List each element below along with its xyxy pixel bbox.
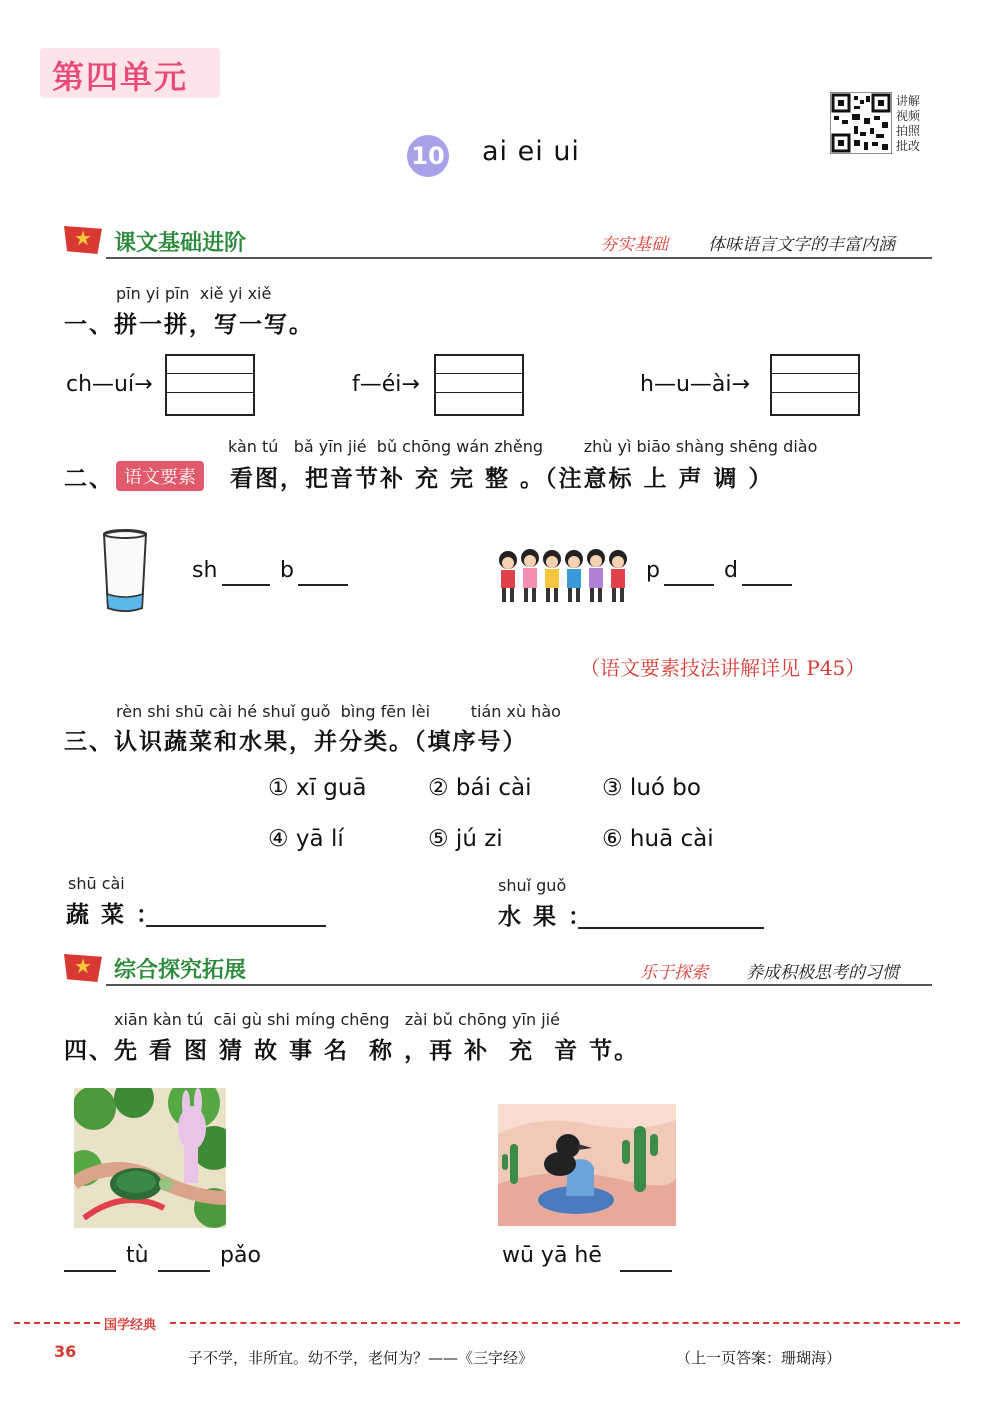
question-pinyin: pīn yi pīn xiě yi xiě xyxy=(116,284,272,303)
option-item: ① xī guā xyxy=(268,775,367,801)
star-icon: ★ xyxy=(74,954,92,978)
story-answer-blank[interactable] xyxy=(158,1270,210,1272)
crow-drinks-water-illustration xyxy=(498,1104,676,1226)
section-title: 课文基础进阶 xyxy=(114,231,247,256)
question-title: 三、认识蔬菜和水果，并分类。（填序号） xyxy=(64,729,528,755)
story-answer-blank[interactable] xyxy=(64,1270,116,1272)
section-subtitle: 养成积极思考的习惯 xyxy=(746,963,899,983)
syllable-part: sh xyxy=(192,558,218,583)
option-item: ⑤ jú zi xyxy=(428,826,503,852)
fruit-label: 水 果 ： xyxy=(498,904,594,930)
vegetable-label: 蔬 菜 ： xyxy=(66,902,162,928)
qr-caption: 讲解视频拍照批改 xyxy=(896,94,921,153)
spelling-item: h—u—ài→ xyxy=(640,372,750,397)
question-pinyin: kàn tú bǎ yīn jié bǔ chōng wán zhěng zhù yì biāo shàng shēng diào xyxy=(228,437,818,456)
spelling-item: f—éi→ xyxy=(352,372,420,397)
section-subtitle: 体味语言文字的丰富内涵 xyxy=(708,235,895,255)
option-item: ③ luó bo xyxy=(602,775,701,801)
section-tag: 乐于探索 xyxy=(640,963,708,983)
section-title: 综合探究拓展 xyxy=(114,958,247,983)
story-syllables: wū yā hē xyxy=(502,1243,602,1268)
syllable-part: d xyxy=(724,558,738,583)
answer-blank[interactable] xyxy=(298,584,348,586)
page-number: 36 xyxy=(54,1342,77,1361)
classic-quote: 子不学，非所宜。幼不学，老何为？——《三字经》 xyxy=(188,1349,534,1367)
spelling-item: ch—uí→ xyxy=(66,372,153,397)
story-syllable: pǎo xyxy=(220,1243,261,1268)
glass-cup-icon xyxy=(100,528,150,614)
footer-label: 国学经典 xyxy=(104,1318,157,1333)
writing-box[interactable] xyxy=(770,354,860,416)
label-pinyin: shuǐ guǒ xyxy=(498,876,567,895)
question-pinyin: xiān kàn tú cāi gù shi míng chēng zài bǔ chōng yīn jié xyxy=(114,1010,560,1029)
unit-title: 第四单元 xyxy=(52,58,189,96)
section-divider xyxy=(106,257,932,259)
section-tag: 夯实基础 xyxy=(600,235,668,255)
answer-blank[interactable] xyxy=(222,584,270,586)
option-item: ⑥ huā cài xyxy=(602,826,714,852)
vegetable-answer-blank[interactable] xyxy=(146,925,326,927)
answer-blank[interactable] xyxy=(742,584,792,586)
footer-divider xyxy=(14,1322,100,1324)
star-icon: ★ xyxy=(74,226,92,250)
qr-code-icon[interactable] xyxy=(830,92,892,154)
writing-box[interactable] xyxy=(434,354,524,416)
fruit-answer-blank[interactable] xyxy=(578,927,764,929)
question-title: 一、拼一拼，写一写。 xyxy=(64,312,314,338)
option-item: ② bái cài xyxy=(428,775,532,801)
question-number: 二、 xyxy=(64,466,114,492)
answer-blank[interactable] xyxy=(664,584,714,586)
question-title: 四、先 看 图 猜 故 事 名 称 ，再 补 充 音 节。 xyxy=(64,1038,640,1064)
story-answer-blank[interactable] xyxy=(620,1270,672,1272)
footer-divider xyxy=(170,1322,960,1324)
option-item: ④ yā lí xyxy=(268,826,344,852)
question-pinyin: rèn shi shū cài hé shuǐ guǒ bìng fēn lèi tián xù hào xyxy=(116,702,561,721)
syllable-part: b xyxy=(280,558,294,583)
children-line-up-illustration xyxy=(496,546,636,608)
tortoise-hare-illustration xyxy=(74,1088,226,1228)
lesson-number-badge: 10 xyxy=(407,135,449,177)
section-divider xyxy=(106,984,932,986)
previous-answer: （上一页答案：珊瑚海） xyxy=(676,1349,842,1367)
syllable-part: p xyxy=(646,558,660,583)
method-reference-note: （语文要素技法讲解详见 P45） xyxy=(580,656,866,680)
question-title: 看图，把音节补 充 完 整 。（注意标 上 声 调 ） xyxy=(230,466,774,492)
label-pinyin: shū cài xyxy=(68,874,125,893)
lesson-title: ai ei ui xyxy=(482,136,580,167)
element-badge: 语文要素 xyxy=(116,461,204,491)
writing-box[interactable] xyxy=(165,354,255,416)
story-syllable: tù xyxy=(126,1243,149,1268)
